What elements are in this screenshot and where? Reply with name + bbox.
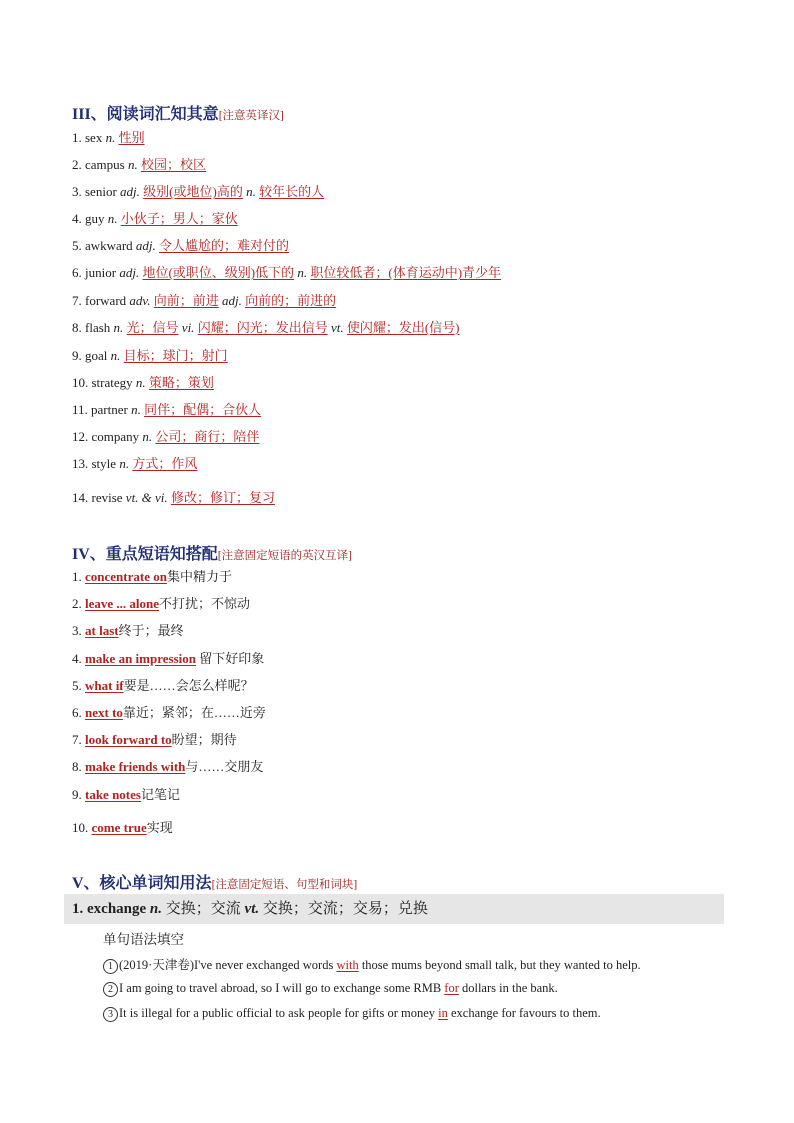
- answer-meaning: 光；信号: [126, 320, 179, 335]
- phrase-meaning: 要是……会怎么样呢？: [123, 678, 254, 693]
- part-of-speech: n.: [113, 320, 124, 335]
- part-of-speech: vi.: [181, 320, 195, 335]
- answer-meaning: 较年长的人: [259, 184, 325, 199]
- phrase-answer: leave ... alone: [85, 596, 160, 611]
- example-sentence: [103, 981, 558, 997]
- phrase-answer: next to: [85, 705, 123, 720]
- part-of-speech: n.: [135, 375, 146, 390]
- item-number: 8.: [72, 320, 82, 335]
- item-number: 6.: [72, 705, 82, 720]
- vocab-word: flash: [85, 320, 111, 335]
- sentence-before: It is illegal for a public official to ask people for gifts or money: [119, 1006, 439, 1020]
- phrase-item: [72, 593, 250, 612]
- section-5-heading: [72, 870, 357, 893]
- vocab-word: sex: [85, 130, 103, 145]
- phrase-item: [72, 702, 266, 721]
- part-of-speech: adj.: [120, 184, 140, 199]
- example-sentence: [103, 1006, 601, 1022]
- item-number: 4.: [72, 211, 82, 226]
- phrase-meaning: 不打扰；不惊动: [159, 596, 251, 611]
- section-3-heading: [72, 101, 284, 124]
- phrase-item: [72, 620, 184, 639]
- phrase-answer: what if: [85, 678, 124, 693]
- section-3-title: III、阅读词汇知其意: [72, 106, 219, 123]
- entry-meaning-2: 交换；交流；交易；兑换: [262, 901, 428, 917]
- entry-pos-2: vt.: [244, 901, 260, 917]
- section-4-note: [注意固定短语的英汉互译]: [217, 550, 352, 562]
- item-number: 14.: [72, 490, 89, 505]
- vocab-item: [72, 208, 238, 227]
- item-number: 4.: [72, 651, 82, 666]
- item-number: 12.: [72, 429, 89, 444]
- item-number: 1.: [72, 130, 82, 145]
- phrase-item: [72, 784, 180, 803]
- part-of-speech: n.: [142, 429, 153, 444]
- fill-answer: with: [336, 958, 359, 972]
- phrase-answer: concentrate on: [85, 569, 167, 584]
- answer-meaning: 目标；球门；射门: [123, 348, 228, 363]
- item-number: 13.: [72, 456, 89, 471]
- vocab-word: style: [91, 456, 117, 471]
- vocab-item: [72, 262, 501, 281]
- phrase-answer: make an impression: [85, 651, 196, 666]
- item-number: 6.: [72, 265, 82, 280]
- exercise-subtitle: 单句语法填空: [103, 932, 184, 947]
- vocab-item: [72, 235, 289, 254]
- vocab-item: [72, 453, 197, 472]
- phrase-meaning: 与……交朋友: [185, 759, 264, 774]
- phrase-answer: come true: [91, 820, 147, 835]
- answer-meaning: 使闪耀；发出(信号): [346, 320, 460, 335]
- vocab-item: [72, 487, 275, 506]
- item-number: 8.: [72, 759, 82, 774]
- phrase-item: [72, 756, 263, 775]
- item-number: 9.: [72, 348, 82, 363]
- item-number: 3.: [72, 623, 82, 638]
- part-of-speech: n.: [107, 211, 118, 226]
- item-number: 9.: [72, 787, 82, 802]
- part-of-speech: n.: [127, 157, 138, 172]
- vocab-item: [72, 181, 324, 200]
- answer-meaning: 策略；策划: [148, 375, 214, 390]
- phrase-answer: make friends with: [85, 759, 186, 774]
- phrase-item: [72, 566, 232, 585]
- example-sentence: [103, 955, 641, 974]
- sentence-before: I am going to travel abroad, so I will go to exchange some RMB: [119, 981, 445, 995]
- vocab-word: revise: [91, 490, 123, 505]
- item-number: 11.: [72, 402, 88, 417]
- part-of-speech: n.: [297, 265, 308, 280]
- part-of-speech: n.: [110, 348, 121, 363]
- entry-number: 1.: [72, 901, 84, 917]
- part-of-speech: n.: [246, 184, 256, 199]
- phrase-meaning: 靠近；紧邻；在……近旁: [122, 705, 266, 720]
- fill-answer: for: [444, 981, 459, 995]
- entry-pos-1: n.: [149, 901, 163, 917]
- circled-number: 2: [103, 982, 118, 997]
- vocab-item: [72, 290, 336, 309]
- vocab-item: [72, 127, 145, 146]
- item-number: 10.: [72, 820, 89, 835]
- phrase-meaning: 留下好印象: [196, 651, 265, 666]
- answer-meaning: 级别(或地位)高的: [143, 184, 243, 199]
- vocab-word: partner: [91, 402, 128, 417]
- phrase-item: [72, 817, 173, 836]
- answer-meaning: 地位(或职位、级别)低下的: [142, 265, 295, 280]
- section-5-title: V、核心单词知用法: [72, 875, 212, 892]
- part-of-speech: vt. & vi.: [125, 490, 168, 505]
- answer-meaning: 向前的；前进的: [245, 293, 337, 308]
- part-of-speech: adj.: [221, 293, 242, 308]
- part-of-speech: adv.: [129, 293, 151, 308]
- section-3-note: [注意英译汉]: [218, 110, 284, 122]
- answer-meaning: 令人尴尬的；难对付的: [159, 238, 290, 253]
- fill-answer: in: [438, 1006, 448, 1020]
- section-4-title: IV、重点短语知搭配: [72, 546, 218, 563]
- part-of-speech: n.: [119, 456, 130, 471]
- phrase-answer: look forward to: [85, 732, 172, 747]
- vocab-item: [72, 372, 214, 391]
- answer-meaning: 方式；作风: [132, 456, 198, 471]
- circled-number: 1: [103, 959, 118, 974]
- circled-number: 3: [103, 1007, 118, 1022]
- vocab-word: junior: [85, 265, 117, 280]
- vocab-word: goal: [85, 348, 108, 363]
- phrase-answer: take notes: [85, 787, 141, 802]
- phrase-meaning: 集中精力于: [166, 569, 232, 584]
- phrase-item: [72, 675, 254, 694]
- item-number: 5.: [72, 678, 82, 693]
- vocab-word: campus: [85, 157, 125, 172]
- sentence-after: those mums beyond small talk, but they wanted to help.: [358, 958, 641, 972]
- answer-meaning: 性别: [118, 130, 145, 145]
- sentence-before: (2019·天津卷)I've never exchanged words: [119, 958, 337, 972]
- part-of-speech: n.: [131, 402, 141, 417]
- phrase-meaning: 实现: [146, 820, 173, 835]
- item-number: 3.: [72, 184, 82, 199]
- entry-meaning-1: 交换；交流: [165, 901, 241, 917]
- item-number: 7.: [72, 293, 82, 308]
- sentence-after: dollars in the bank.: [458, 981, 558, 995]
- answer-meaning: 向前；前进: [153, 293, 219, 308]
- part-of-speech: adj.: [135, 238, 156, 253]
- vocab-item: [72, 317, 460, 336]
- answer-meaning: 职位较低者；(体育运动中)青少年: [310, 265, 502, 280]
- part-of-speech: vt.: [330, 320, 344, 335]
- core-word-entry: [72, 897, 428, 918]
- phrase-item: [72, 729, 237, 748]
- item-number: 2.: [72, 157, 82, 172]
- answer-meaning: 闪耀；闪光；发出信号: [197, 320, 328, 335]
- answer-meaning: 校园；校区: [140, 157, 206, 172]
- item-number: 2.: [72, 596, 82, 611]
- sentence-after: exchange for favours to them.: [447, 1006, 601, 1020]
- answer-meaning: 公司；商行；陪伴: [155, 429, 260, 444]
- phrase-meaning: 盼望；期待: [171, 732, 237, 747]
- vocab-word: company: [91, 429, 140, 444]
- item-number: 7.: [72, 732, 82, 747]
- phrase-item: [72, 648, 264, 667]
- vocab-item: [72, 399, 261, 418]
- part-of-speech: adj.: [119, 265, 140, 280]
- item-number: 10.: [72, 375, 89, 390]
- phrase-meaning: 终于；最终: [118, 623, 184, 638]
- section-4-heading: [72, 541, 352, 564]
- vocab-word: awkward: [85, 238, 133, 253]
- section-5-note: [注意固定短语、句型和词块]: [211, 879, 358, 891]
- vocab-item: [72, 154, 206, 173]
- phrase-meaning: 记笔记: [140, 787, 180, 802]
- item-number: 1.: [72, 569, 82, 584]
- vocab-item: [72, 345, 228, 364]
- vocab-word: strategy: [91, 375, 133, 390]
- vocab-word: senior: [85, 184, 117, 199]
- item-number: 5.: [72, 238, 82, 253]
- phrase-answer: at last: [85, 623, 119, 638]
- answer-meaning: 修改；修订；复习: [170, 490, 275, 505]
- vocab-word: guy: [85, 211, 105, 226]
- vocab-item: [72, 426, 259, 445]
- part-of-speech: n.: [105, 130, 116, 145]
- entry-word: exchange: [87, 901, 147, 917]
- answer-meaning: 同伴；配偶；合伙人: [144, 402, 262, 417]
- vocab-word: forward: [85, 293, 127, 308]
- answer-meaning: 小伙子；男人；家伙: [120, 211, 238, 226]
